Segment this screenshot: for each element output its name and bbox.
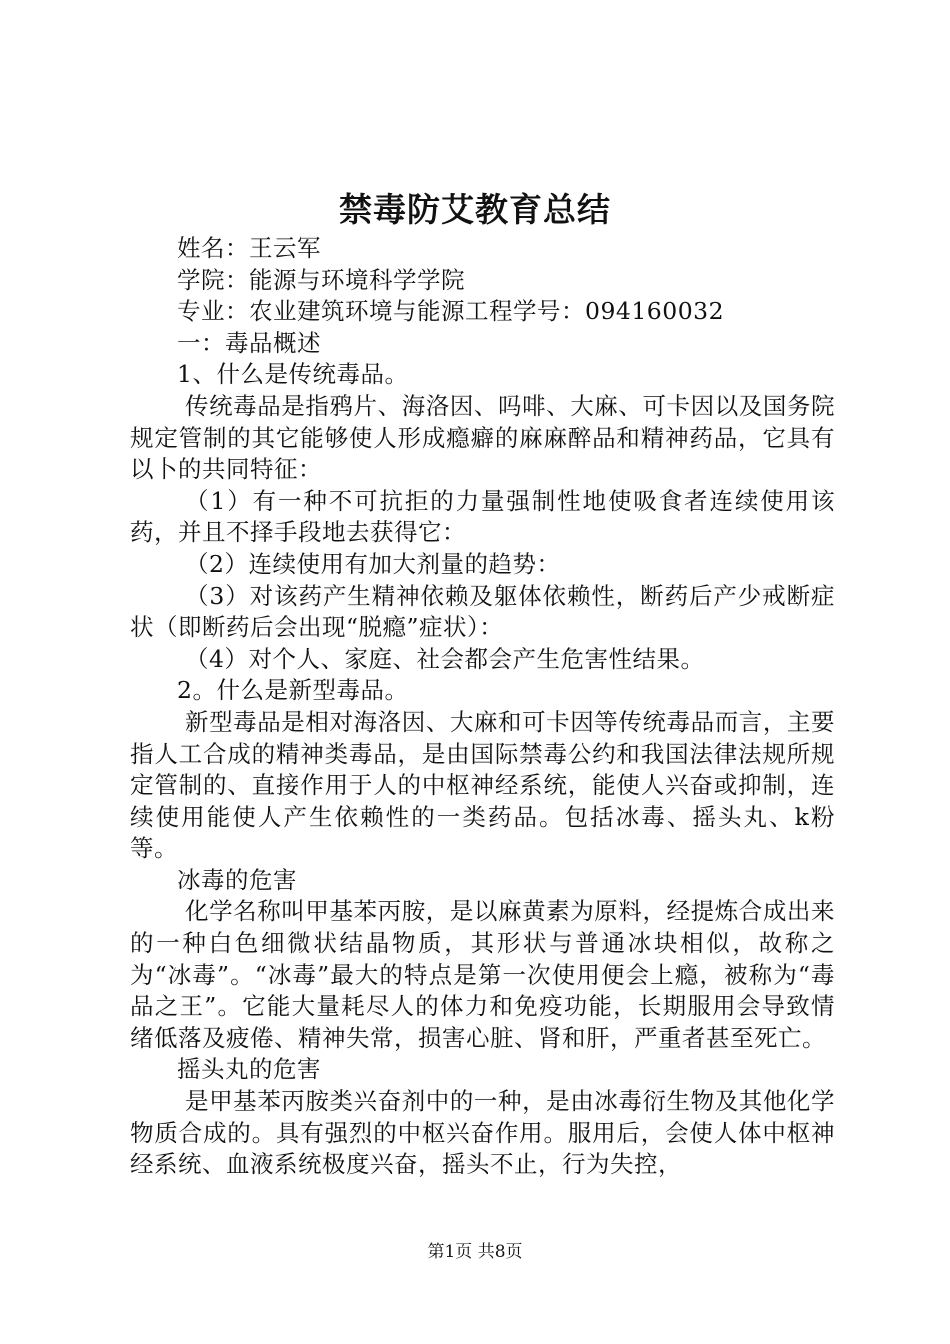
paragraph-major: 专业：农业建筑环境与能源工程学号：094160032: [177, 297, 725, 326]
page-footer: 第1页 共8页: [427, 1242, 523, 1262]
subheading-traditional-drugs: 1、什么是传统毒品。: [177, 360, 409, 389]
list-item-feature-2: （2）连续使用有加大剂量的趋势：: [185, 549, 561, 578]
subheading-ecstasy-harm: 摇头丸的危害: [177, 1055, 321, 1084]
document-title: 禁毒防艾教育总结: [339, 190, 611, 229]
list-item-feature-1: （1）有一种不可抗拒的力量强制性地使吸食者连续使用该药，并且不择手段地去获得它：: [130, 486, 835, 547]
document-body: [130, 233, 835, 1181]
paragraph-ice-harm: 化学名称叫甲基苯丙胺，是以麻黄素为原料，经提炼合成出来的一种白色细微状结晶物质，其形状与普通冰块相似，故称之为“冰毒”。“冰毒”最大的特点是第一次使用便会上瘾，被称为“毒品之王”。它能大量耗尽人的体力和免疫功能，长期服用会导致情绪低落及疲倦、精神失常，损害心脏、肾和肝，严重者甚至死亡。: [130, 897, 835, 1052]
section-heading-overview: 一：毒品概述: [177, 328, 321, 357]
paragraph-ecstasy-harm: 是甲基苯丙胺类兴奋剂中的一种，是由冰毒衍生物及其他化学物质合成的。具有强烈的中枢兴奋作用。服用后，会使人体中枢神经系统、血液系统极度兴奋，摇头不止，行为失控，: [130, 1087, 835, 1179]
subheading-ice-harm: 冰毒的危害: [177, 865, 297, 894]
subheading-new-drugs: 2。什么是新型毒品。: [177, 676, 409, 705]
list-item-feature-4: （4）对个人、家庭、社会都会产生危害性结果。: [185, 644, 705, 673]
paragraph-name: 姓名：王云军: [177, 234, 321, 262]
paragraph-college: 学院：能源与环境科学学院: [177, 265, 465, 294]
paragraph-traditional-definition: 传统毒品是指鸦片、海洛因、吗啡、大麻、可卡因以及国务院规定管制的其它能够使人形成瘾癖的麻麻醉品和精神药品，它具有以卜的共同特征：: [130, 391, 835, 484]
list-item-feature-3: （3）对该药产生精神依赖及躯体依赖性，断药后产少戒断症状（即断药后会出现“脱瘾”症状）：: [130, 581, 835, 642]
paragraph-new-drugs-definition: 新型毒品是相对海洛因、大麻和可卡因等传统毒品而言，主要指人工合成的精神类毒品，是由国际禁毒公约和我国法律法规所规定管制的、直接作用于人的中枢神经系统，能使人兴奋或抑制，连续使用能使人产生依赖性的一类药品。包括冰毒、摇头丸、k粉等。: [130, 707, 835, 863]
